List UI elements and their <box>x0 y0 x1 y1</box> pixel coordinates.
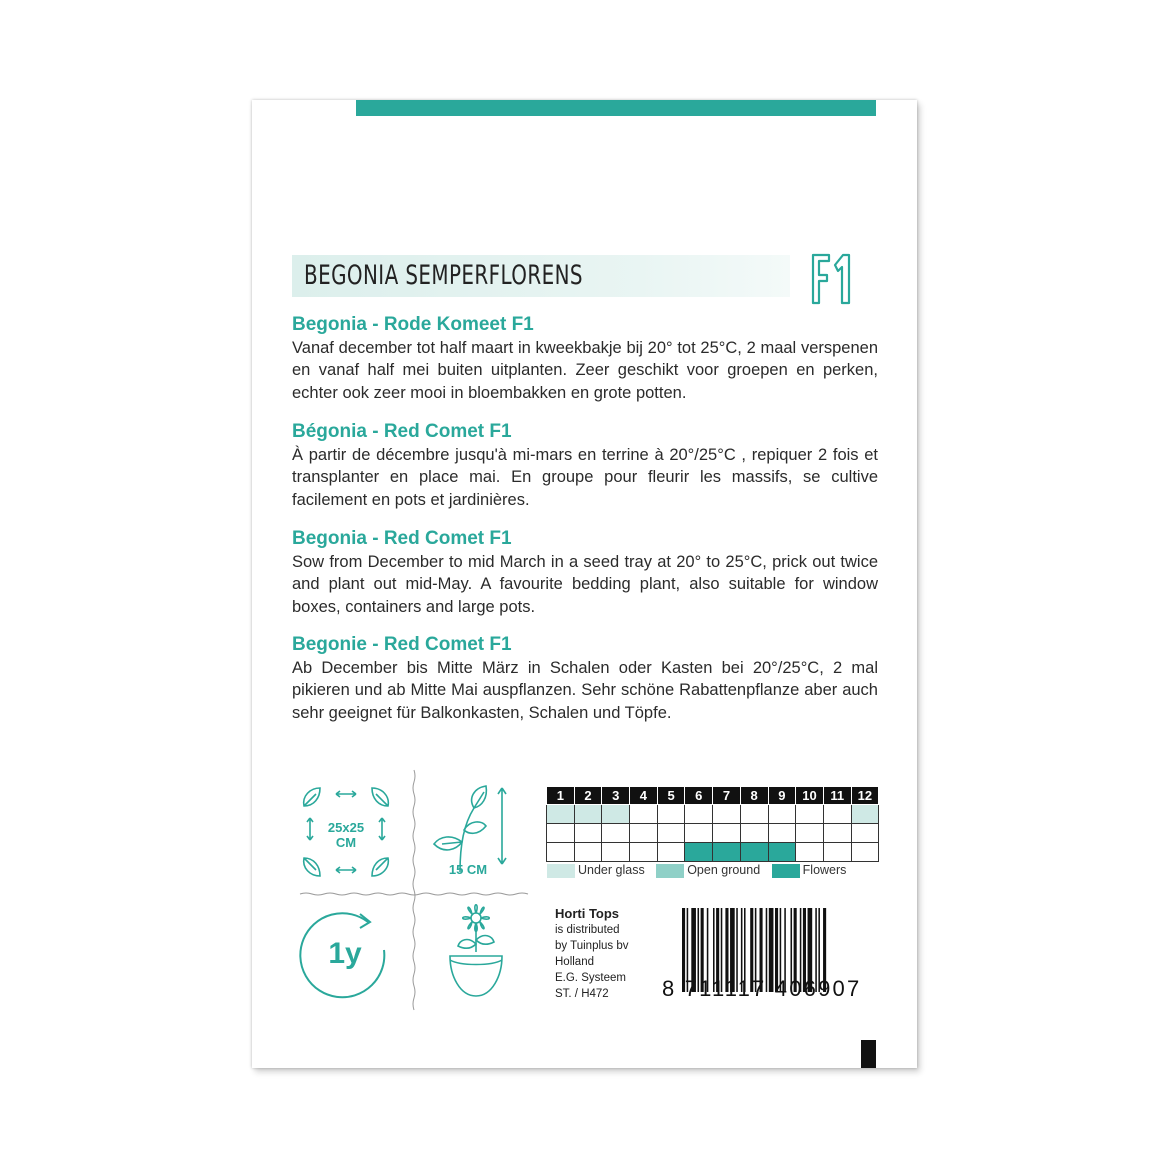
spacing-unit: CM <box>335 835 357 850</box>
section-text: Vanaf december tot half maart in kweekbakje bij 20° tot 25°C, 2 maal verspenen en vanaf half mei buiten uitplanten. Zeer geschikt voor groepen en perken, echter ook zeer mooi in bloembakken en grote potten. <box>292 339 878 402</box>
packet-title: BEGONIA SEMPERFLORENS <box>304 260 583 291</box>
legend-under-glass: Under glass <box>547 863 645 878</box>
calendar-row-flowers <box>547 843 879 862</box>
month-2: 2 <box>574 787 602 805</box>
section-text: Sow from December to mid March in a seed tray at 20° to 25°C, prick out twice and plant out mid-May. A favourite bedding plant, also suitable for window boxes, containers and large pots. <box>292 553 878 616</box>
section-heading: Begonia - Rode Komeet F1 <box>292 314 534 335</box>
calendar-row-open-ground <box>547 824 879 843</box>
distributor-line: Holland <box>555 956 594 968</box>
month-10: 10 <box>796 787 824 805</box>
section-en <box>292 527 878 618</box>
section-nl <box>292 313 878 404</box>
top-accent-bar <box>356 100 876 116</box>
section-de <box>292 633 878 724</box>
f1-badge <box>809 251 853 305</box>
month-3: 3 <box>602 787 630 805</box>
sowing-calendar <box>546 786 879 862</box>
distributor-info <box>555 906 629 1002</box>
barcode-number: 8 711117 406907 <box>662 976 862 1001</box>
month-6: 6 <box>685 787 713 805</box>
brand-name: Horti Tops <box>555 906 620 921</box>
month-4: 4 <box>630 787 658 805</box>
section-text: Ab December bis Mitte März in Schalen oder Kasten bei 20°/25°C, 2 mal pikieren und ab Mitte Mai auspflanzen. Sehr schöne Rabattenpflanze aber auch sehr geeignet für Balkonkasten, Schalen und Töpfe. <box>292 659 878 722</box>
calendar-legend <box>547 863 854 879</box>
calendar-header-row <box>547 787 879 805</box>
calendar-row-under-glass <box>547 805 879 824</box>
flower-pot-icon <box>446 900 506 1000</box>
month-11: 11 <box>823 787 851 805</box>
section-fr <box>292 420 878 511</box>
section-heading: Begonie - Red Comet F1 <box>292 634 512 655</box>
legend-flowers: Flowers <box>772 863 847 878</box>
horizontal-divider <box>300 892 532 896</box>
lifecycle-label: 1y <box>328 937 362 970</box>
legend-open-ground: Open ground <box>656 863 760 878</box>
spacing-label <box>316 820 376 850</box>
month-9: 9 <box>768 787 796 805</box>
print-mark <box>861 1040 876 1068</box>
distributor-line: E.G. Systeem <box>555 972 626 984</box>
section-heading: Begonia - Red Comet F1 <box>292 528 512 549</box>
month-1: 1 <box>547 787 575 805</box>
plant-height-icon <box>430 784 516 874</box>
section-heading: Bégonia - Red Comet F1 <box>292 421 512 442</box>
height-label: 15 CM <box>448 862 488 877</box>
distributor-line: is distributed <box>555 924 620 936</box>
month-12: 12 <box>851 787 879 805</box>
section-text: À partir de décembre jusqu'à mi-mars en terrine à 20°/25°C , repiquer 2 fois et transplanter en place mai. En groupe pour fleurir les massifs, se cultive facilement en pots et jardinières. <box>292 446 878 509</box>
distributor-line: by Tuinplus bv <box>555 940 629 952</box>
month-5: 5 <box>657 787 685 805</box>
distributor-line: ST. / H472 <box>555 988 609 1000</box>
month-8: 8 <box>740 787 768 805</box>
seed-packet-back <box>252 100 917 1068</box>
month-7: 7 <box>713 787 741 805</box>
spacing-value: 25x25 <box>327 820 365 835</box>
